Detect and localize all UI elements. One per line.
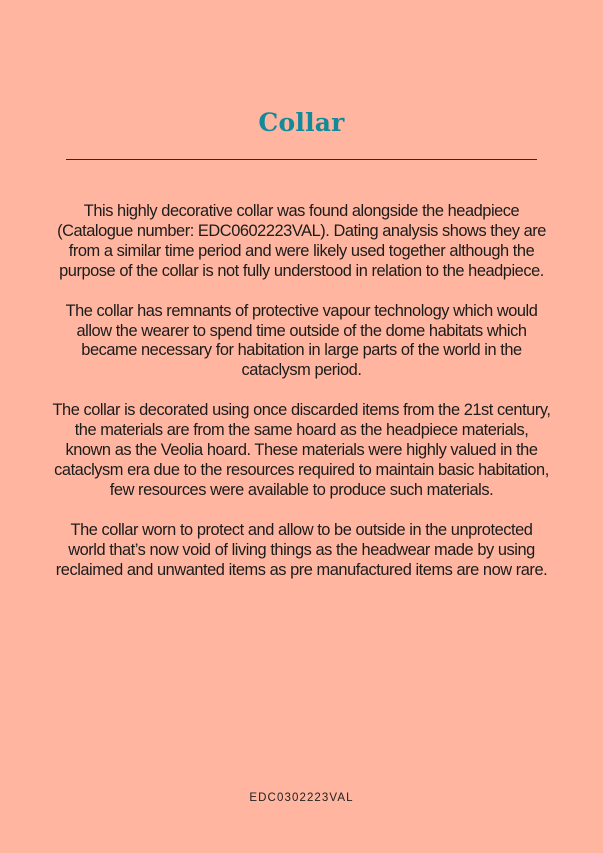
paragraph-materials: The collar is decorated using once discarded items from the 21st century, the materials are from the same hoard as the headpiece materials, known as the Veolia hoard. These materials were highly valued in the cataclysm era due to the resources required to maintain basic habitation, few resources were available to produce such materials. [52, 401, 551, 499]
description-body [52, 202, 551, 601]
title-divider [66, 159, 537, 160]
page-title: Collar [258, 108, 345, 137]
paragraph-intro: This highly decorative collar was found alongside the headpiece (Catalogue number: EDC0602223VAL). Dating analysis shows they are from a similar time period and were likely used together although the purpose of the collar is not fully understood in relation to the headpiece. [57, 202, 546, 280]
paragraph-technology: The collar has remnants of protective vapour technology which would allow the wearer to spend time outside of the dome habitats which became necessary for habitation in large parts of the world in the cataclysm period. [65, 301, 538, 380]
paragraph-purpose: The collar worn to protect and allow to be outside in the unprotected world that’s now void of living things as the headwear made by using reclaimed and unwanted items as pre manufactured items are now rare. [55, 520, 548, 579]
catalogue-code: EDC0302223VAL [249, 792, 354, 804]
